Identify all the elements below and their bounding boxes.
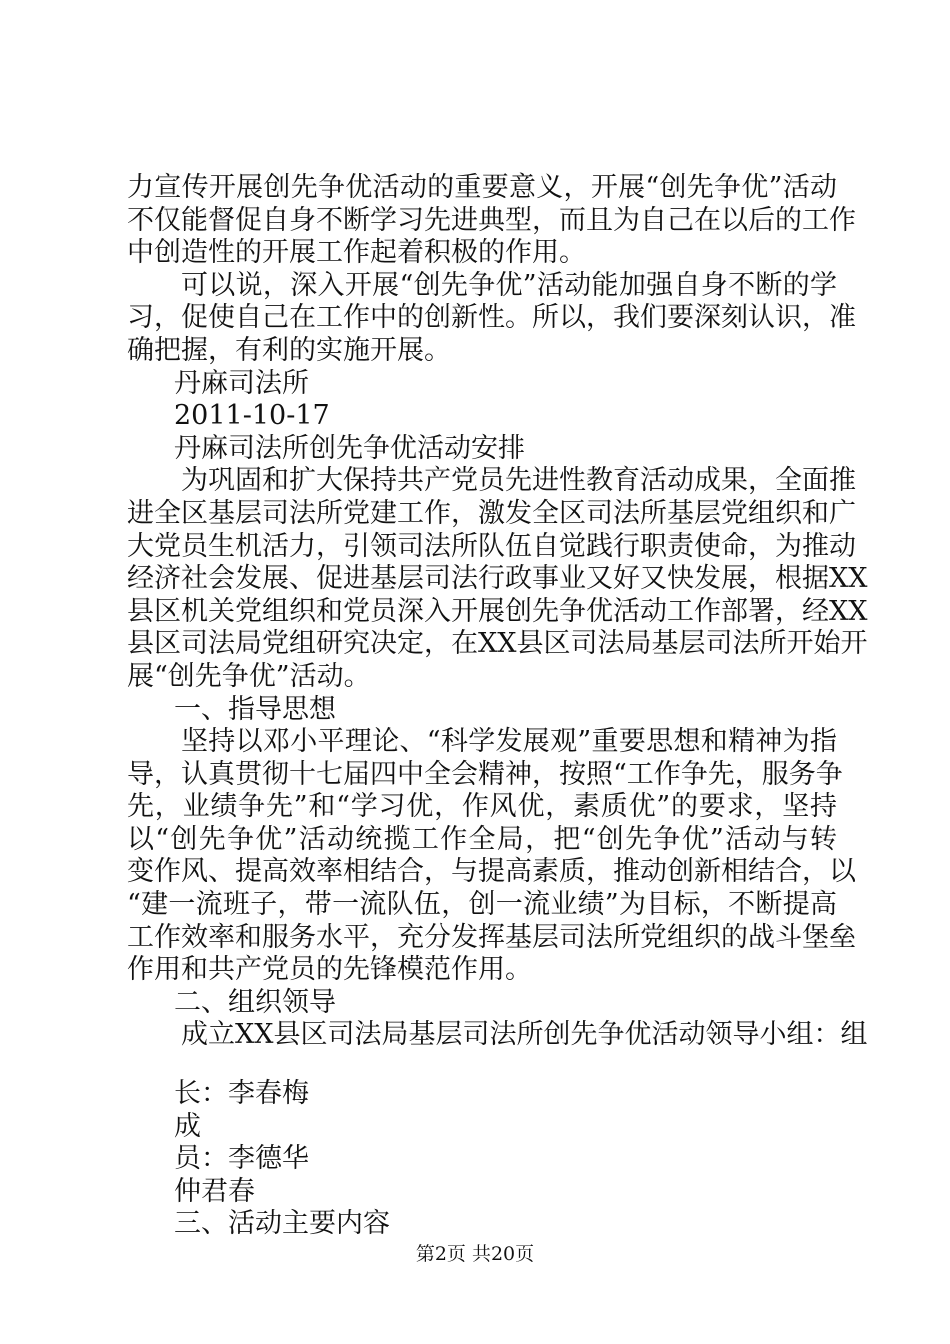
text-line: 以“创先争优”活动统揽工作全局，把“创先争优”活动与转 [127,823,837,855]
heading-main-content: 三、活动主要内容 [174,1208,390,1240]
blank-gap [127,1052,837,1078]
leader-line: 长：李春梅 [174,1078,309,1110]
member-line: 员：李德华 [174,1143,309,1175]
member-label-line: 成 [174,1110,201,1142]
document-body [127,172,868,1241]
paragraph-first-line: 为巩固和扩大保持共产党员先进性教育活动成果，全面推 [181,465,856,497]
section-title: 丹麻司法所创先争优活动安排 [174,432,525,464]
text-line: 大党员生机活力，引领司法所队伍自觉践行职责使命，为推动 [127,530,856,562]
text-line: 习，促使自己在工作中的创新性。所以，我们要深刻认识，准 [127,302,856,334]
text-line: 展“创先争优”活动。 [127,660,371,692]
signature-date: 2011-10-17 [174,400,330,432]
text-line: 县区机关党组织和党员深入开展创先争优活动工作部署，经XX [127,595,868,627]
text-line: 导，认真贯彻十七届四中全会精神，按照“工作争先，服务争 [127,758,843,790]
text-line: 确把握，有利的实施开展。 [127,334,451,366]
leadership-intro-line: 成立XX县区司法局基层司法所创先争优活动领导小组：组 [181,1019,868,1051]
text-line: 经济社会发展、促进基层司法行政事业又好又快发展，根据XX [127,563,868,595]
member-line: 仲君春 [174,1175,255,1207]
text-line: 县区司法局党组研究决定，在XX县区司法局基层司法所开始开 [127,628,868,660]
text-line: 变作风、提高效率相结合，与提高素质，推动创新相结合，以 [127,856,856,888]
page-number-footer: 第2页 共20页 [415,1243,535,1265]
paragraph-first-line: 坚持以邓小平理论、“科学发展观”重要思想和精神为指 [181,726,837,758]
text-line: 中创造性的开展工作起着积极的作用。 [127,237,586,269]
heading-guiding-thought: 一、指导思想 [174,693,336,725]
text-line: 不仅能督促自身不断学习先进典型，而且为自己在以后的工作 [127,204,856,236]
text-line: 力宣传开展创先争优活动的重要意义，开展“创先争优”活动 [127,172,837,203]
text-line: 先，业绩争先”和“学习优，作风优，素质优”的要求，坚持 [127,791,837,823]
text-line: 工作效率和服务水平，充分发挥基层司法所党组织的战斗堡垒 [127,921,856,953]
paragraph-first-line: 可以说，深入开展“创先争优”活动能加强自身不断的学 [181,269,837,301]
text-line: “建一流班子，带一流队伍，创一流业绩”为目标，不断提高 [127,889,837,921]
text-line: 进全区基层司法所党建工作，激发全区司法所基层党组织和广 [127,497,856,529]
heading-organization: 二、组织领导 [174,986,336,1018]
signature-office: 丹麻司法所 [174,367,309,399]
text-line: 作用和共产党员的先锋模范作用。 [127,954,532,986]
